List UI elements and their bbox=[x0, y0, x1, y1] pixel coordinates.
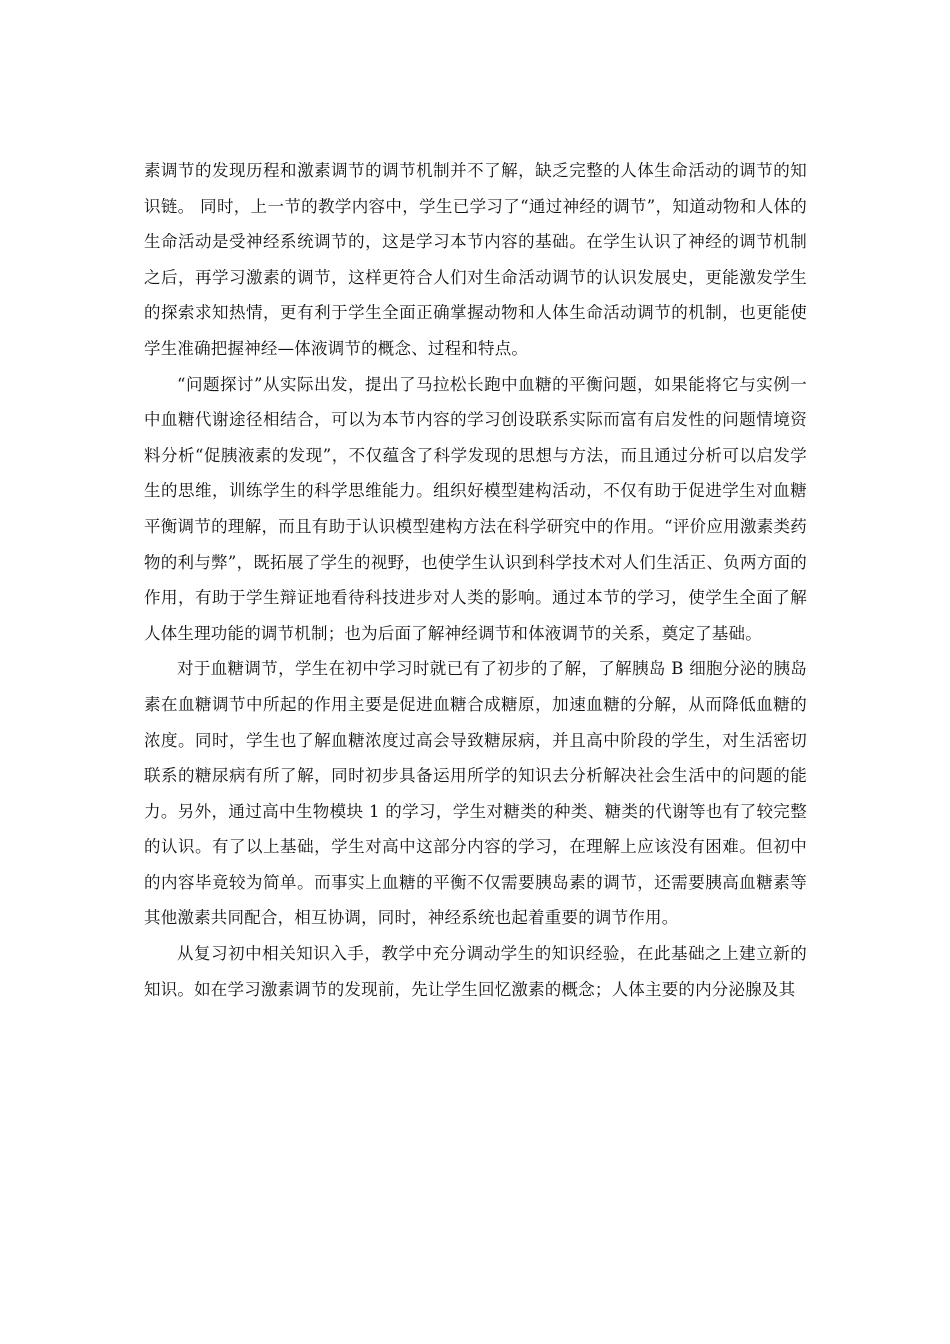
paragraph-4: 从复习初中相关知识入手，教学中充分调动学生的知识经验，在此基础之上建立新的知识。如在学习激素调节的发现前，先让学生回忆激素的概念；人体主要的内分泌腺及其 bbox=[144, 944, 807, 999]
paragraph-2: “问题探讨”从实际出发，提出了马拉松长跑中血糖的平衡问题，如果能将它与实例一中血糖代谢途径相结合，可以为本节内容的学习创设联系实际而富有启发性的问题情境资料分析“促胰液素的发现”，不仅蕴含了科学发现的思想与方法，而且通过分析可以启发学生的思维，训练学生的科学思维能力。组织好模型建构活动，不仅有助于促进学生对血糖平衡调节的理解，而且有助于认识模型建构方法在科学研究中的作用。“评价应用激素类药物的利与弊”，既拓展了学生的视野，也使学生认识到科学技术对人们生活正、负两方面的作用，有助于学生辩证地看待科技进步对人类的影响。通过本节的学习，使学生全面了解人体生理功能的调节机制；也为后面了解神经调节和体液调节的关系，奠定了基础。 bbox=[144, 374, 807, 643]
paragraph-1: 素调节的发现历程和激素调节的调节机制并不了解，缺乏完整的人体生命活动的调节的知识链。 同时，上一节的教学内容中，学生已学习了“通过神经的调节”，知道动物和人体的生命活动是受神经系统调节的，这是学习本节内容的基础。在学生认识了神经的调节机制之后，再学习激素的调节，这样更符合人们对生命活动调节的认识发展史，更能激发学生的探索求知热情，更有利于学生全面正确掌握动物和人体生命活动调节的机制，也更能使学生准确把握神经—体液调节的概念、过程和特点。 bbox=[144, 161, 807, 358]
paragraph-3: 对于血糖调节，学生在初中学习时就已有了初步的了解，了解胰岛 B 细胞分泌的胰岛素在血糖调节中所起的作用主要是促进血糖合成糖原，加速血糖的分解，从而降低血糖的浓度。同时，学生也了解血糖浓度过高会导致糖尿病，并且高中阶段的学生，对生活密切联系的糖尿病有所了解，同时初步具备运用所学的知识去分析解决社会生活中的问题的能力。另外，通过高中生物模块 1 的学习，学生对糖类的种类、糖类的代谢等也有了较完整的认识。有了以上基础，学生对高中这部分内容的学习，在理解上应该没有困难。但初中的内容毕竟较为简单。而事实上血糖的平衡不仅需要胰岛素的调节，还需要胰高血糖素等其他激素共同配合，相互协调，同时，神经系统也起着重要的调节作用。 bbox=[144, 659, 807, 928]
document-body bbox=[144, 153, 807, 1007]
